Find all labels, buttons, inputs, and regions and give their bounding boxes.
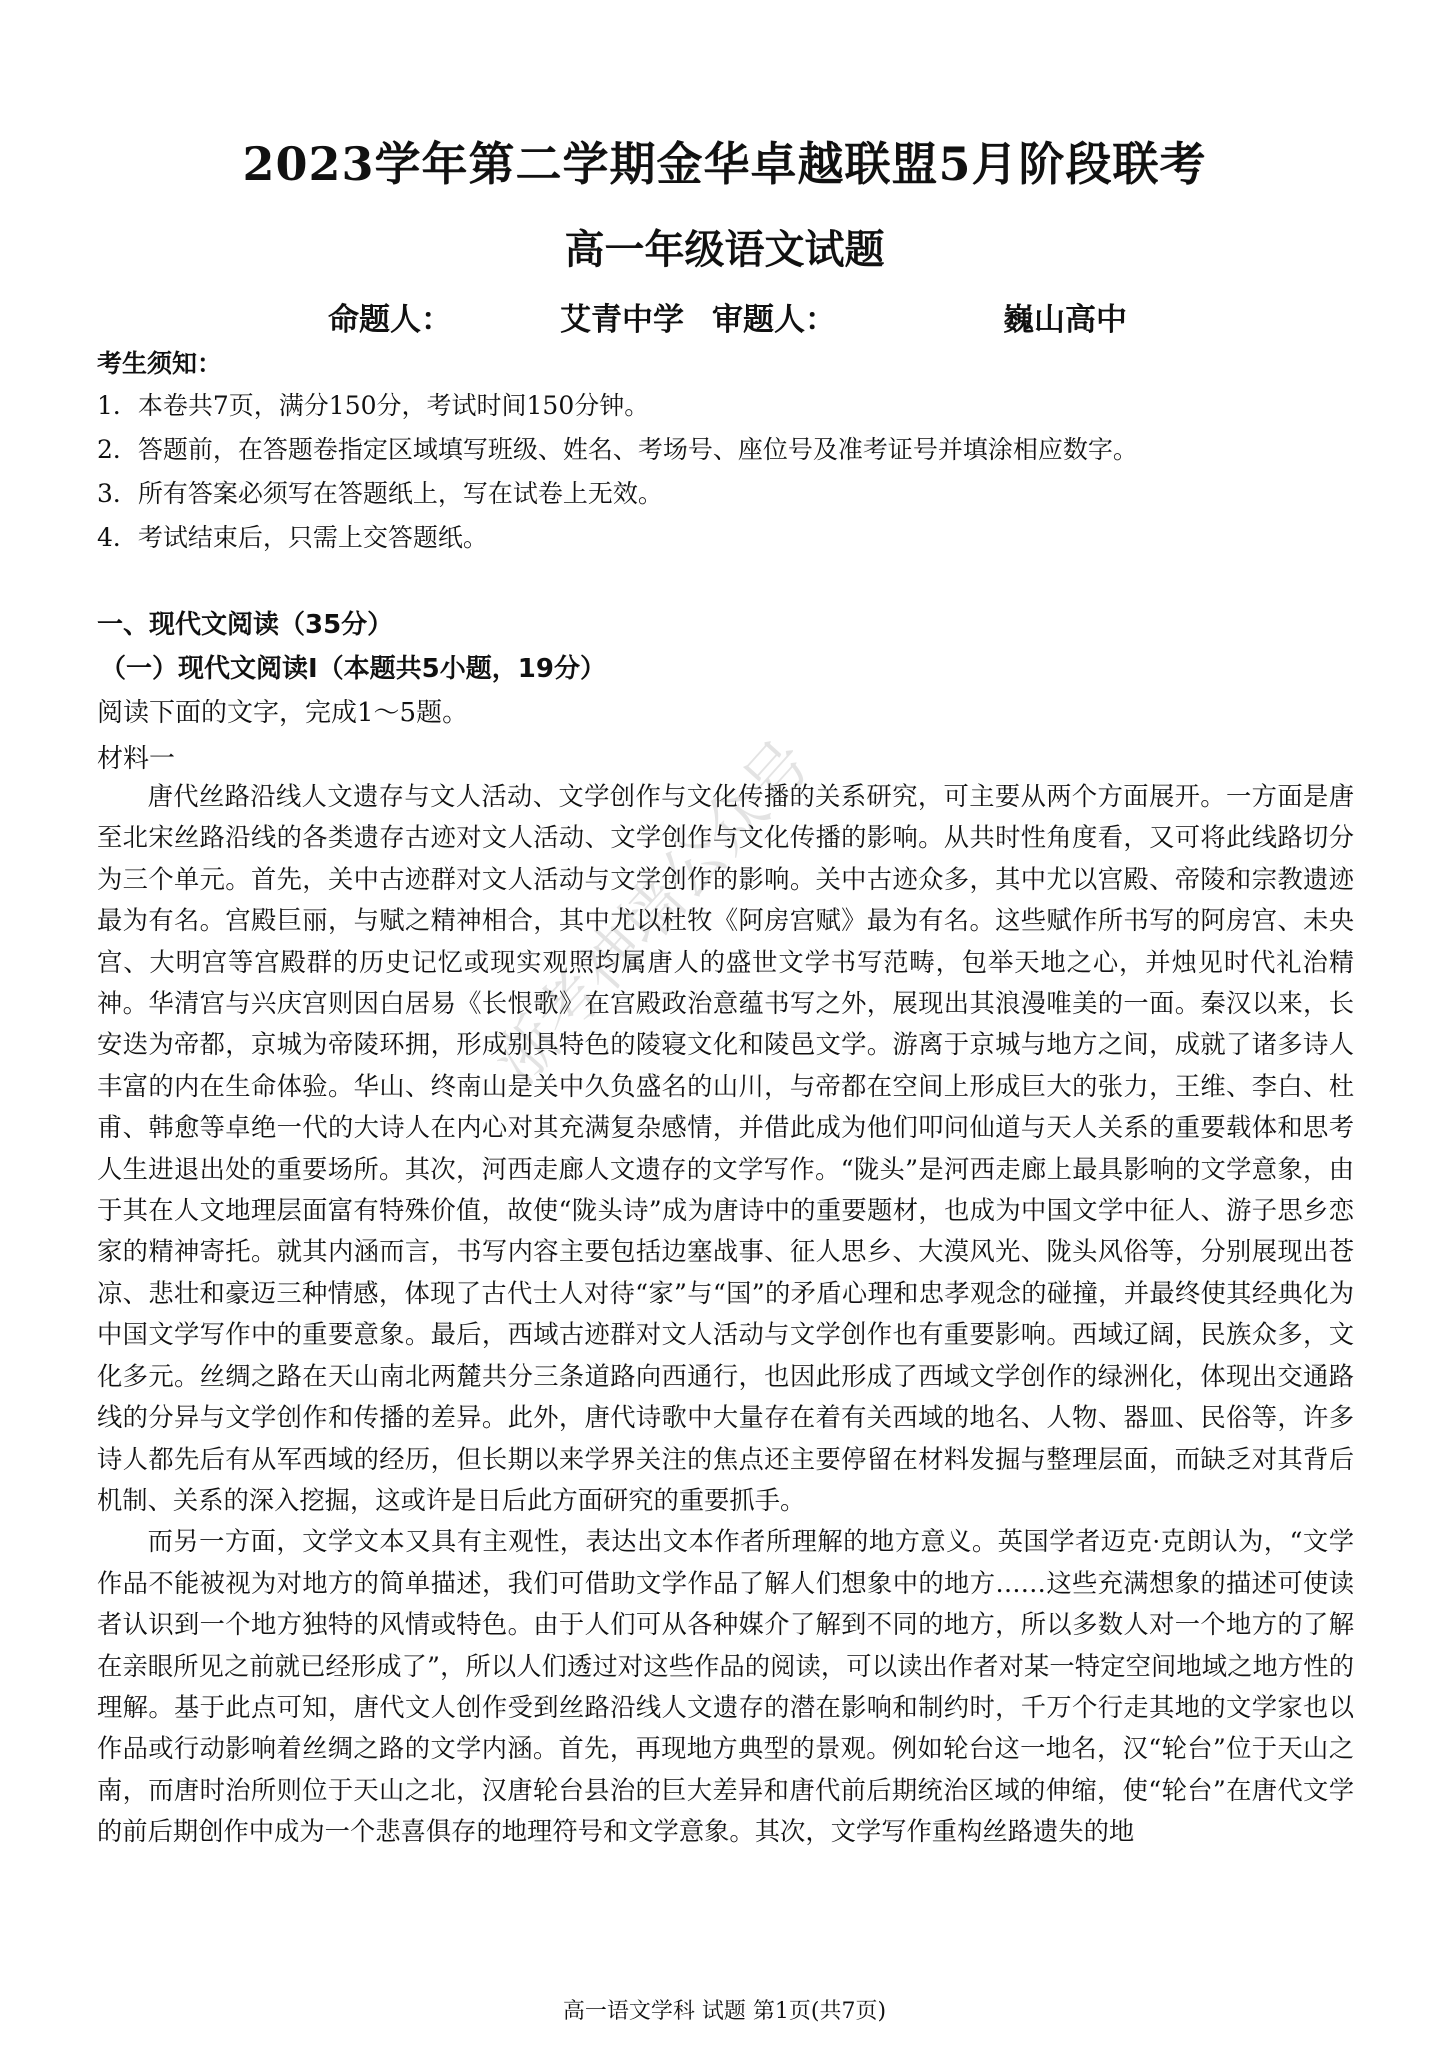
section-subheading: （一）现代文阅读Ⅰ（本题共5小题，19分）	[100, 654, 606, 684]
setter-label: 命题人：	[328, 302, 452, 338]
exam-title: 2023学年第二学期金华卓越联盟5月阶段联考	[242, 137, 1207, 191]
watermark-text: 浙考神墙公众号	[479, 726, 825, 1098]
material-label: 材料一	[97, 744, 176, 774]
reading-instruction: 阅读下面的文字，完成1～5题。	[97, 698, 469, 728]
reading-passage	[97, 776, 1354, 1853]
setter-school: 艾青中学	[560, 302, 684, 338]
notice-list	[97, 384, 1138, 560]
page-footer: 高一语文学科 试题 第1页(共7页)	[562, 1999, 887, 2024]
reviewer-label: 审题人：	[712, 302, 836, 338]
exam-subtitle: 高一年级语文试题	[564, 226, 885, 273]
notice-item: 2．答题前，在答题卷指定区域填写班级、姓名、考场号、座位号及准考证号并填涂相应数字。	[97, 435, 1138, 464]
section-heading: 一、现代文阅读（35分）	[97, 610, 394, 640]
notice-item: 1．本卷共7页，满分150分，考试时间150分钟。	[97, 391, 650, 420]
notice-heading: 考生须知：	[97, 349, 223, 378]
passage-paragraph: 而另一方面，文学文本又具有主观性，表达出文本作者所理解的地方意义。英国学者迈克·克朗认为，“文学作品不能被视为对地方的简单描述，我们可借助文学作品了解人们想象中的地方……这些充满想象的描述可使读者认识到一个地方独特的风情或特色。由于人们可从各种媒介了解到不同的地方，所以多数人对一个地方的了解在亲眼所见之前就已经形成了”，所以人们透过对这些作品的阅读，可以读出作者对某一特定空间地域之地方性的理解。基于此点可知，唐代文人创作受到丝路沿线人文遗存的潜在影响和制约时，千万个行走其地的文学家也以作品或行动影响着丝绸之路的文学内涵。首先，再现地方典型的景观。例如轮台这一地名，汉“轮台”位于天山之南，而唐时治所则位于天山之北，汉唐轮台县治的巨大差异和唐代前后期统治区域的伸缩，使“轮台”在唐代文学的前后期创作中成为一个悲喜俱存的地理符号和文学意象。其次，文学写作重构丝路遗失的地	[97, 1527, 1354, 1847]
passage-paragraph: 唐代丝路沿线人文遗存与文人活动、文学创作与文化传播的关系研究，可主要从两个方面展开。一方面是唐至北宋丝路沿线的各类遗存古迹对文人活动、文学创作与文化传播的影响。从共时性角度看，又可将此线路切分为三个单元。首先，关中古迹群对文人活动与文学创作的影响。关中古迹众多，其中尤以宫殿、帝陵和宗教遗迹最为有名。宫殿巨丽，与赋之精神相合，其中尤以杜牧《阿房宫赋》最为有名。这些赋作所书写的阿房宫、未央宫、大明宫等宫殿群的历史记忆或现实观照均属唐人的盛世文学书写范畴，包举天地之心，并烛见时代礼治精神。华清宫与兴庆宫则因白居易《长恨歌》在宫殿政治意蕴书写之外，展现出其浪漫唯美的一面。秦汉以来，长安迭为帝都，京城为帝陵环拥，形成别具特色的陵寝文化和陵邑文学。游离于京城与地方之间，成就了诸多诗人丰富的内在生命体验。华山、终南山是关中久负盛名的山川，与帝都在空间上形成巨大的张力，王维、李白、杜甫、韩愈等卓绝一代的大诗人在内心对其充满复杂感情，并借此成为他们叩问仙道与天人关系的重要载体和思考人生进退出处的重要场所。其次，河西走廊人文遗存的文学写作。“陇头”是河西走廊上最具影响的文学意象，由于其在人文地理层面富有特殊价值，故使“陇头诗”成为唐诗中的重要题材，也成为中国文学中征人、游子思乡恋家的精神寄托。就其内涵而言，书写内容主要包括边塞战事、征人思乡、大漠风光、陇头风俗等，分别展现出苍凉、悲壮和豪迈三种情感，体现了古代士人对待“家”与“国”的矛盾心理和忠孝观念的碰撞，并最终使其经典化为中国文学写作中的重要意象。最后，西域古迹群对文人活动与文学创作也有重要影响。西域辽阔，民族众多，文化多元。丝绸之路在天山南北两麓共分三条道路向西通行，也因此形成了西域文学创作的绿洲化，体现出交通路线的分异与文学创作和传播的差异。此外，唐代诗歌中大量存在着有关西域的地名、人物、器皿、民俗等，许多诗人都先后有从军西域的经历，但长期以来学界关注的焦点还主要停留在材料发掘与整理层面，而缺乏对其背后机制、关系的深入挖掘，这或许是日后此方面研究的重要抓手。	[97, 782, 1354, 1515]
reviewer-school: 巍山高中	[1003, 302, 1127, 338]
notice-item: 3．所有答案必须写在答题纸上，写在试卷上无效。	[97, 479, 663, 508]
notice-item: 4．考试结束后，只需上交答题纸。	[97, 523, 488, 552]
